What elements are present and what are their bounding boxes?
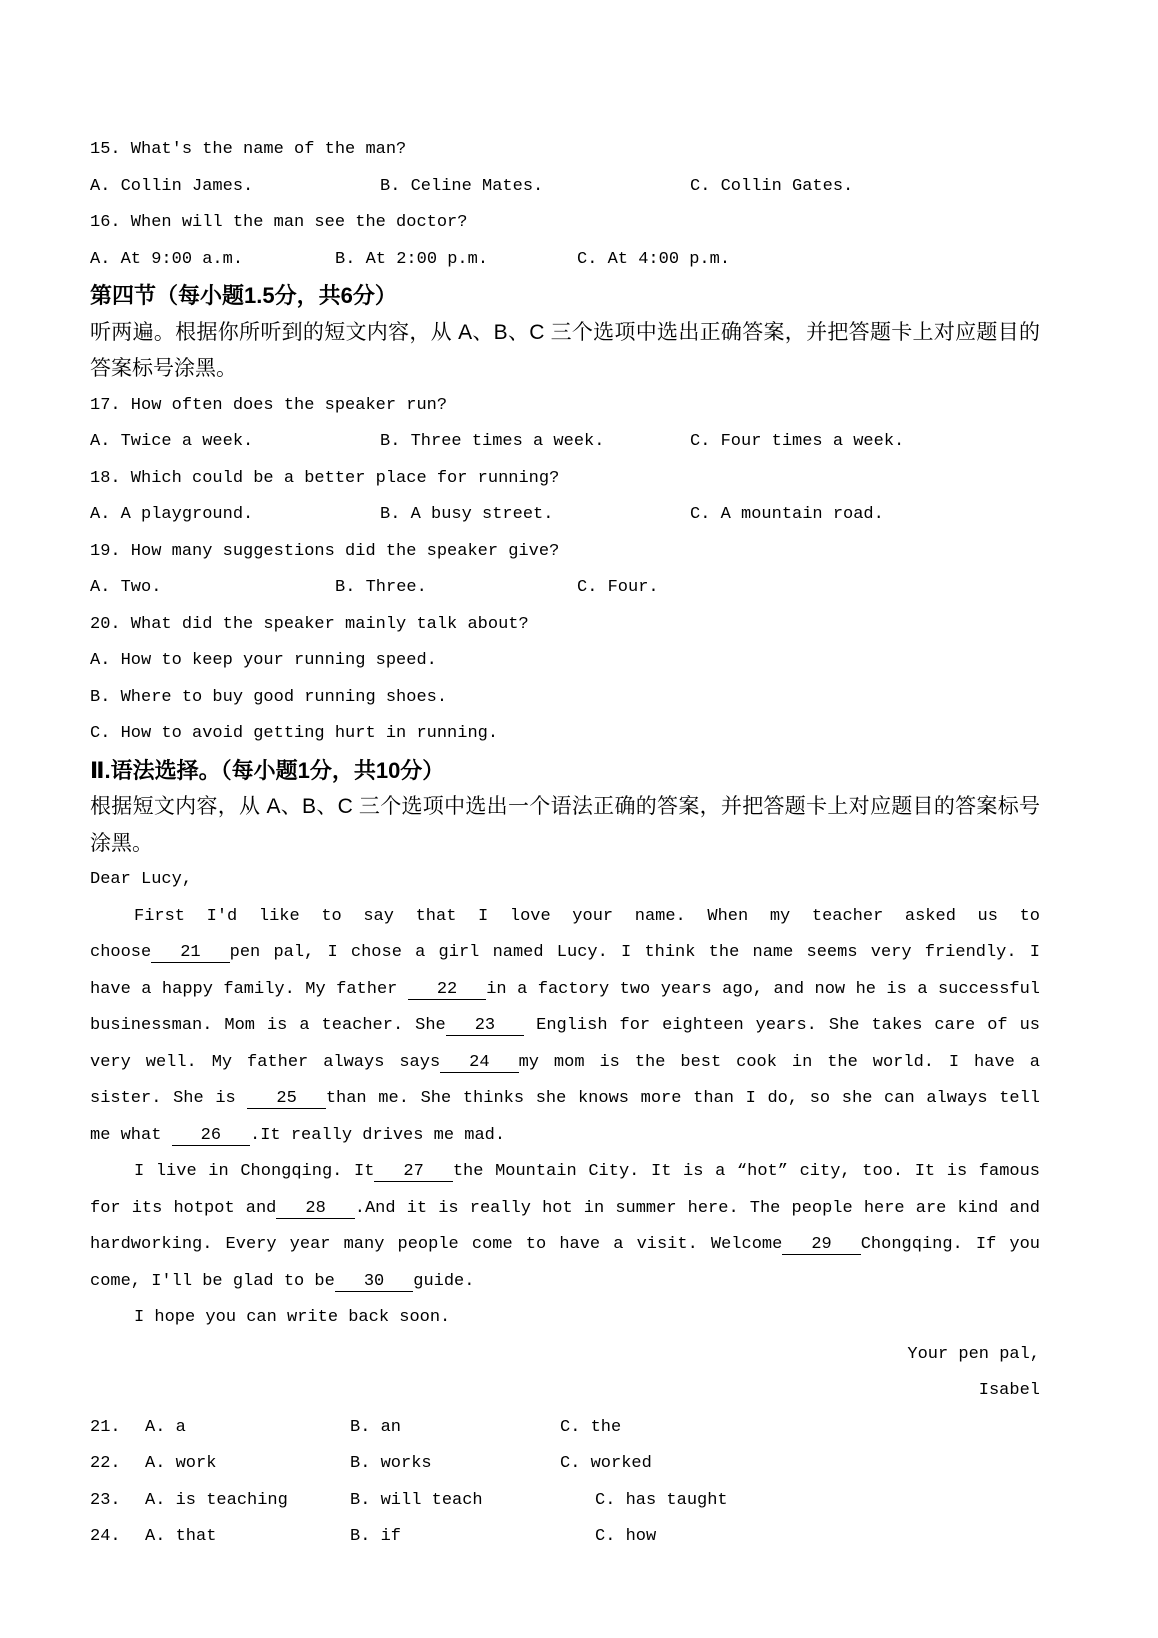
letter-salutation: Dear Lucy, bbox=[90, 870, 193, 889]
q17-option-c: C. Four times a week. bbox=[690, 432, 905, 451]
q19-option-b: B. Three. bbox=[335, 578, 427, 597]
q20-question: 20. What did the speaker mainly talk about? bbox=[90, 614, 529, 634]
q19-options bbox=[90, 570, 1040, 607]
q18-question: 18. Which could be a better place for running? bbox=[90, 468, 560, 488]
q18-option-c: C. A mountain road. bbox=[690, 505, 884, 524]
q18-option-b: B. A busy street. bbox=[380, 505, 554, 524]
q24-number: 24. bbox=[90, 1527, 121, 1546]
section4-title: 第四节（每小题1.5分，共6分） bbox=[90, 283, 397, 308]
q21-option-b: B. an bbox=[350, 1417, 402, 1437]
letter-p2-seg5: guide. bbox=[413, 1271, 475, 1291]
letter-p1-seg5: my mom is the best cook in the world. I have a sister. She is bbox=[90, 1052, 1041, 1108]
q24-option-a: A. that bbox=[145, 1527, 217, 1546]
q15-option-a: A. Collin James. bbox=[90, 176, 254, 196]
q21-row bbox=[90, 1410, 1040, 1447]
letter-paragraph-1 bbox=[90, 899, 1040, 1155]
q22-row bbox=[90, 1446, 1040, 1483]
grammar-instruction: 根据短文内容，从 A、B、C 三个选项中选出一个语法正确的答案，并把答题卡上对应题目的答案标号涂黑。 bbox=[90, 795, 1040, 855]
q21-option-c: C. the bbox=[560, 1417, 622, 1437]
letter-p2-seg2: the Mountain City. It is a “hot” city, too. It is famous for its hotpot and bbox=[90, 1162, 1041, 1218]
blank-30: 30 bbox=[335, 1272, 413, 1292]
q17-option-b: B. Three times a week. bbox=[380, 432, 605, 451]
q17-question: 17. How often does the speaker run? bbox=[90, 395, 448, 415]
q20-option-c: C. How to avoid getting hurt in running. bbox=[90, 724, 499, 743]
letter-closing-line: I hope you can write back soon. bbox=[134, 1308, 451, 1327]
q22-option-b: B. works bbox=[350, 1454, 432, 1473]
letter-paragraph-2 bbox=[90, 1154, 1040, 1300]
letter-p2-seg3: .And it is really hot in summer here. The people here are kind and hardworking. Every year many people come to have a visit. Welcome bbox=[90, 1198, 1040, 1254]
q16-option-a: A. At 9:00 a.m. bbox=[90, 249, 244, 269]
q23-number: 23. bbox=[90, 1490, 121, 1510]
blank-21: 21 bbox=[151, 943, 229, 963]
q17-option-a: A. Twice a week. bbox=[90, 432, 254, 451]
blank-25: 25 bbox=[247, 1089, 325, 1109]
letter-p1-seg7: .It really drives me mad. bbox=[250, 1125, 506, 1145]
letter-p2-seg4: Chongqing. If you come, I'll be glad to be bbox=[90, 1235, 1041, 1291]
q18-options bbox=[90, 497, 1040, 534]
blank-27: 27 bbox=[374, 1162, 452, 1182]
q23-row bbox=[90, 1483, 1040, 1520]
q16-options bbox=[90, 242, 1040, 279]
q24-option-c: C. how bbox=[595, 1527, 657, 1546]
q20-option-a: A. How to keep your running speed. bbox=[90, 651, 437, 670]
letter-p1-seg6: than me. She thinks she knows more than I do, so she can always tell me what bbox=[90, 1089, 1041, 1145]
q23-option-b: B. will teach bbox=[350, 1490, 483, 1510]
q19-option-a: A. Two. bbox=[90, 578, 162, 597]
q18-option-a: A. A playground. bbox=[90, 505, 254, 524]
q16-question: 16. When will the man see the doctor? bbox=[90, 213, 468, 232]
blank-28: 28 bbox=[276, 1199, 354, 1219]
blank-29: 29 bbox=[782, 1235, 860, 1255]
blank-24: 24 bbox=[440, 1053, 518, 1073]
q23-option-c: C. has taught bbox=[595, 1490, 728, 1510]
q15-question: 15. What's the name of the man? bbox=[90, 140, 407, 159]
q23-option-a: A. is teaching bbox=[145, 1490, 288, 1510]
blank-22: 22 bbox=[408, 980, 486, 1000]
q15-options bbox=[90, 169, 1040, 206]
q20-option-b: B. Where to buy good running shoes. bbox=[90, 687, 448, 707]
q16-option-c: C. At 4:00 p.m. bbox=[577, 249, 731, 269]
letter-p1-seg3: in a factory two years ago, and now he is a successful businessman. Mom is a teacher. She bbox=[90, 979, 1040, 1035]
letter-p1-seg4: English for eighteen years. She takes care of us very well. My father always says bbox=[90, 1016, 1040, 1072]
blank-23: 23 bbox=[446, 1016, 524, 1036]
q15-option-c: C. Collin Gates. bbox=[690, 176, 854, 196]
q22-option-c: C. worked bbox=[560, 1454, 652, 1473]
letter-p2-seg1: I live in Chongqing. It bbox=[134, 1162, 375, 1181]
letter-p1-seg1: First I'd like to say that I love your name. When my teacher asked us to choose bbox=[90, 906, 1040, 962]
q22-option-a: A. work bbox=[145, 1454, 217, 1473]
q24-option-b: B. if bbox=[350, 1527, 402, 1546]
q21-option-a: A. a bbox=[145, 1417, 186, 1437]
q17-options bbox=[90, 424, 1040, 461]
q21-number: 21. bbox=[90, 1417, 121, 1437]
letter-signoff: Your pen pal, bbox=[907, 1344, 1040, 1364]
q15-option-b: B. Celine Mates. bbox=[380, 176, 544, 196]
blank-26: 26 bbox=[172, 1126, 250, 1146]
q24-row bbox=[90, 1519, 1040, 1556]
q22-number: 22. bbox=[90, 1454, 121, 1473]
letter-signature: Isabel bbox=[978, 1381, 1040, 1400]
section4-instruction: 听两遍。根据你所听到的短文内容，从 A、B、C 三个选项中选出正确答案，并把答题卡上对应题目的答案标号涂黑。 bbox=[90, 320, 1040, 380]
grammar-section-title: Ⅱ.语法选择。（每小题1分，共10分） bbox=[90, 757, 445, 783]
q19-option-c: C. Four. bbox=[577, 578, 659, 597]
q19-question: 19. How many suggestions did the speaker give? bbox=[90, 541, 560, 561]
q16-option-b: B. At 2:00 p.m. bbox=[335, 249, 489, 269]
letter-p1-seg2: pen pal, I chose a girl named Lucy. I think the name seems very friendly. I have a happy family. My father bbox=[90, 943, 1040, 999]
